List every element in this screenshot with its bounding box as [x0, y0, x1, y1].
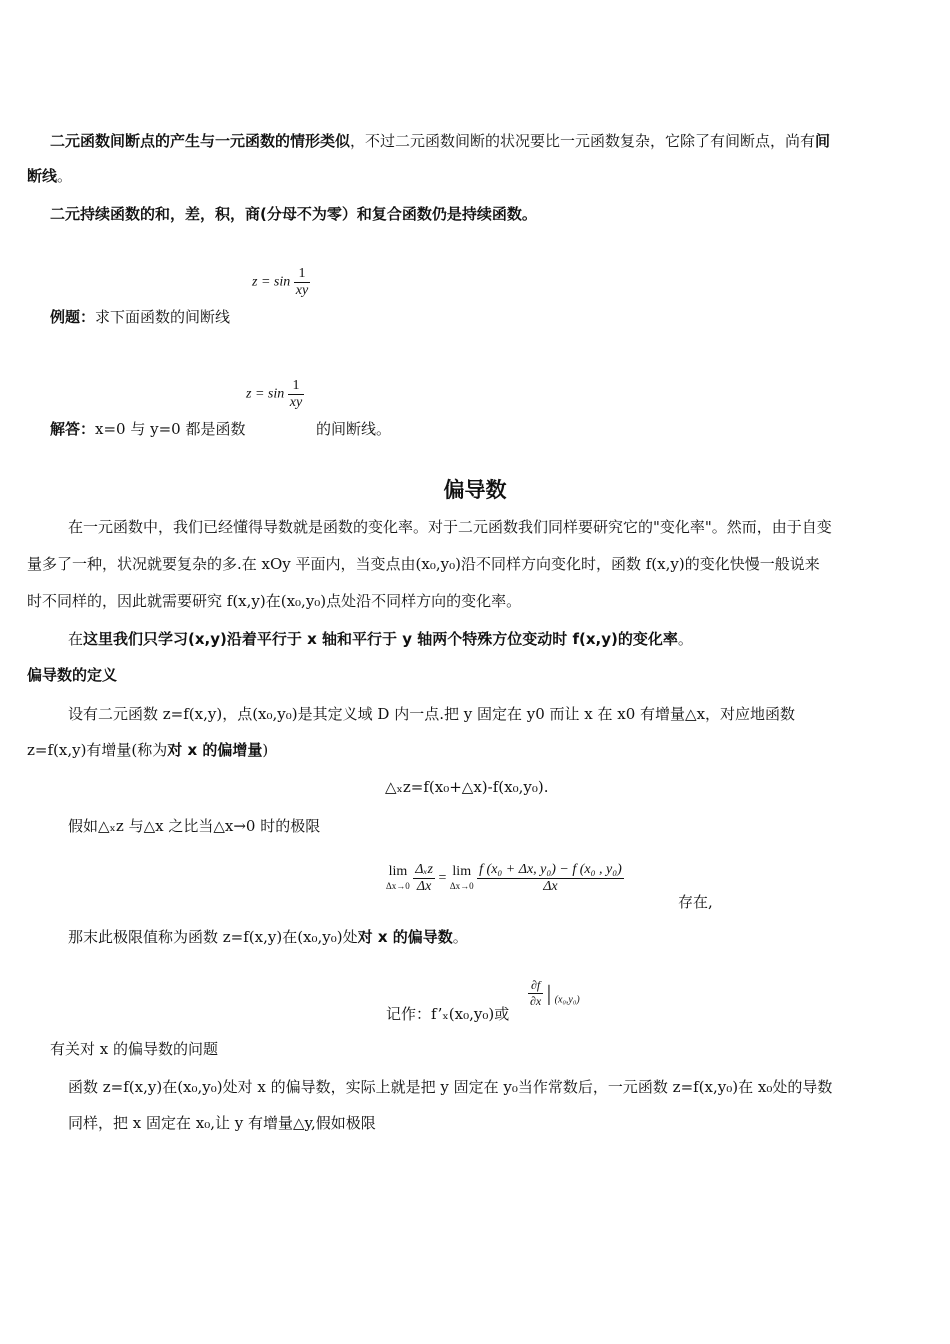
- evaluation-point: (x₀,y₀): [554, 994, 580, 1006]
- bold-text: 对 x 的偏增量: [167, 741, 263, 759]
- paragraph-discontinuity-cont: [27, 166, 72, 186]
- body-text: 。: [57, 167, 73, 185]
- body-text: ): [262, 741, 269, 759]
- bold-text: 二元函数间断点的产生与一元函数的情形类似: [50, 132, 351, 150]
- fraction-denominator: Δx: [477, 878, 624, 895]
- evaluation-bar: |: [546, 980, 552, 1006]
- definition-line-2: [27, 740, 268, 760]
- lim-subscript: Δx→0: [449, 880, 474, 891]
- limit-operator: [450, 865, 474, 893]
- formula-lhs: z = sin: [252, 274, 291, 290]
- lim-text: lim: [388, 863, 408, 879]
- example-text: 求下面函数的间断线: [95, 308, 231, 326]
- partial-derivative-definition: [68, 927, 468, 947]
- bold-text: 这里我们只学习(x,y)沿着平行于 x 轴和平行于 y 轴两个特殊方位变动时 f(x,y)的变化率: [83, 630, 678, 648]
- equals-sign: =: [438, 870, 447, 886]
- lim-subscript: Δx→0: [386, 880, 410, 891]
- bold-text: 对 x 的偏导数: [357, 928, 453, 946]
- paragraph-continuous-ops: 二元持续函数的和，差，积，商(分母不为零）和复合函数仍是持续函数。: [50, 205, 537, 223]
- answer-line: [50, 419, 245, 439]
- limit-intro: 假如△ₓz 与△x 之比当△x→0 时的极限: [68, 817, 321, 835]
- formula-z-sin-answer: [246, 378, 304, 411]
- example-line: [50, 307, 230, 327]
- fraction-denominator: xy: [289, 395, 303, 410]
- body-text: 。: [452, 928, 468, 946]
- lim-text: lim: [452, 863, 472, 879]
- intro-line-1: 在一元函数中，我们已经懂得导数就是函数的变化率。对于二元函数我们同样要研究它的"变化率"。然而，由于自变: [68, 518, 832, 536]
- fraction: [413, 862, 435, 895]
- paragraph-discontinuity: [50, 131, 830, 151]
- fraction: [288, 378, 304, 411]
- bold-text: 断线: [27, 167, 58, 185]
- answer-text-b: 的间断线。: [316, 420, 392, 438]
- answer-text-a: x=0 与 y=0 都是函数: [95, 420, 246, 438]
- fraction-numerator: Δₓz: [415, 862, 433, 877]
- fraction: [477, 862, 624, 895]
- formula-z-sin: [252, 266, 310, 299]
- notation-prefix: 记作：f’ₓ(x₀,y₀)或: [386, 1005, 510, 1023]
- example-label: 例题：: [50, 308, 96, 326]
- focus-line: [68, 629, 693, 649]
- question-line-1: 函数 z=f(x,y)在(x₀,y₀)处对 x 的偏导数，实际上就是把 y 固定在 y₀当作常数后，一元函数 z=f(x,y₀)在 x₀处的导数: [68, 1078, 833, 1096]
- body-text: 。: [677, 630, 693, 648]
- question-line-2: 同样，把 x 固定在 x₀,让 y 有增量△y,假如极限: [68, 1114, 376, 1132]
- question-heading: 有关对 x 的偏导数的问题: [50, 1040, 218, 1058]
- answer-label: 解答：: [50, 420, 96, 438]
- fraction: [528, 978, 543, 1009]
- fraction-numerator: 1: [292, 378, 300, 393]
- notation-formula: [528, 978, 580, 1009]
- limit-formula: [386, 862, 624, 895]
- body-text: 那末此极限值称为函数 z=f(x,y)在(x₀,y₀)处: [68, 928, 358, 946]
- fraction-numerator: ∂f: [531, 978, 541, 992]
- fraction-denominator: Δx: [413, 878, 435, 895]
- definition-line-1: 设有二元函数 z=f(x,y)，点(x₀,y₀)是其定义域 D 内一点.把 y 固定在 y0 而让 x 在 x0 有增量△x，对应地函数: [68, 705, 796, 723]
- body-text: 在: [68, 630, 84, 648]
- fraction-numerator: 1: [298, 266, 306, 281]
- body-text: ，不过二元函数间断的状况要比一元函数复杂，它除了有间断点，尚有: [350, 132, 816, 150]
- body-text: z=f(x,y)有增量(称为: [27, 741, 168, 759]
- fraction-denominator: ∂x: [530, 994, 542, 1008]
- definition-heading: 偏导数的定义: [27, 666, 118, 684]
- fraction-denominator: xy: [295, 283, 309, 298]
- intro-line-3: 时不同样的，因此就需要研究 f(x,y)在(x₀,y₀)点处沿不同样方向的变化率。: [27, 592, 522, 610]
- limit-suffix: 存在,: [678, 893, 713, 911]
- intro-line-2: 量多了一种，状况就要复杂的多.在 xOy 平面内，当变点由(x₀,y₀)沿不同样方向变化时，函数 f(x,y)的变化快慢一般说来: [27, 555, 820, 573]
- partial-increment-formula: △ₓz=f(x₀+△x)-f(x₀,y₀).: [385, 778, 549, 796]
- fraction-numerator: f (x₀ + Δx, y₀) − f (x₀ , y₀): [479, 862, 622, 877]
- fraction: [294, 266, 310, 299]
- limit-operator: [386, 865, 410, 893]
- section-title: 偏导数: [443, 478, 507, 502]
- formula-lhs: z = sin: [246, 386, 285, 402]
- bold-text: 间: [815, 132, 831, 150]
